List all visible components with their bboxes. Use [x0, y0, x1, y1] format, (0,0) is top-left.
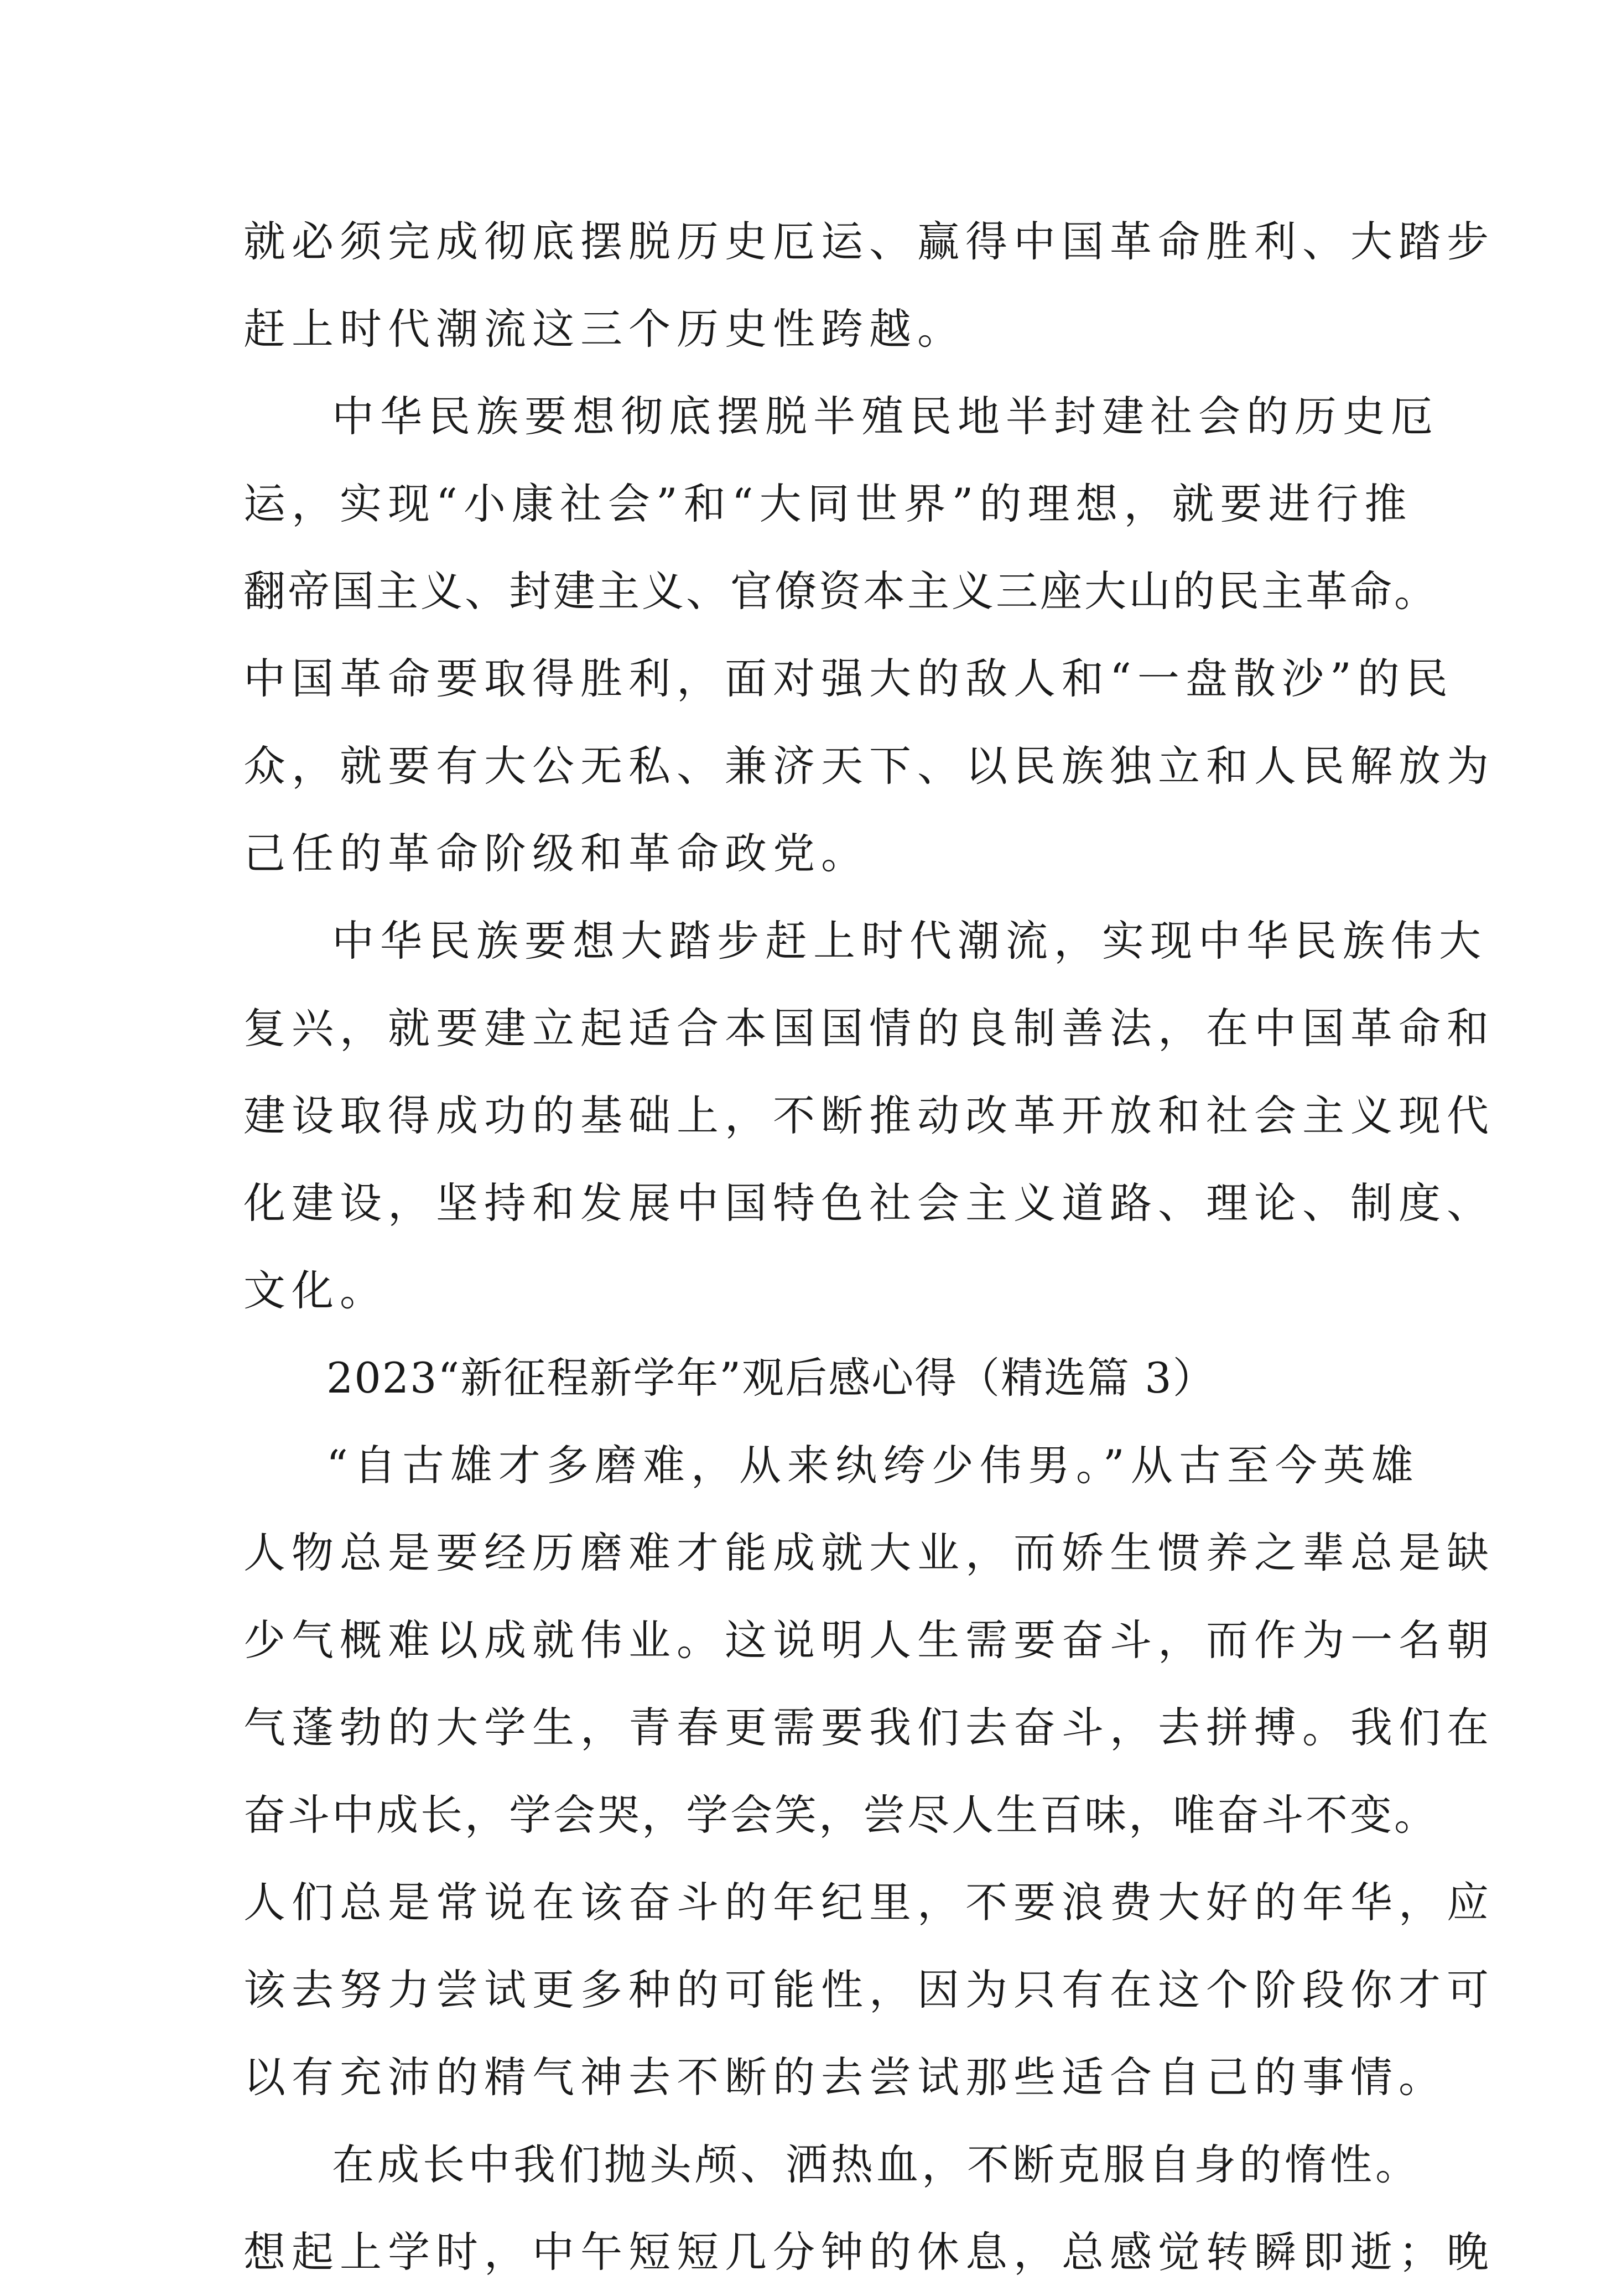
paragraph-line: 中国革命要取得胜利，面对强大的敌人和“一盘散沙”的民	[243, 654, 1454, 703]
paragraph-line: 中华民族要想彻底摆脱半殖民地半封建社会的历史厄	[332, 392, 1439, 441]
paragraph-line: 想起上学时，中午短短几分钟的休息，总感觉转瞬即逝；晚	[243, 2227, 1495, 2277]
paragraph-line: 该去努力尝试更多种的可能性，因为只有在这个阶段你才可	[243, 1965, 1495, 2014]
paragraph-line: 化建设，坚持和发展中国特色社会主义道路、理论、制度、	[243, 1178, 1495, 1228]
paragraph-line: 以有充沛的精气神去不断的去尝试那些适合自己的事情。	[243, 2053, 1447, 2102]
paragraph-line: 己任的革命阶级和革命政党。	[243, 829, 869, 878]
paragraph-line: 人们总是常说在该奋斗的年纪里，不要浪费大好的年华，应	[243, 1878, 1495, 1927]
paragraph-line: 人物总是要经历磨难才能成就大业，而娇生惯养之辈总是缺	[243, 1528, 1495, 1577]
document-body	[243, 198, 1495, 2296]
paragraph-line: 赶上时代潮流这三个历史性跨越。	[243, 304, 965, 354]
paragraph-line: 翻帝国主义、封建主义、官僚资本主义三座大山的民主革命。	[243, 567, 1438, 616]
paragraph-line: 就必须完成彻底摆脱历史厄运、赢得中国革命胜利、大踏步	[243, 217, 1495, 266]
paragraph-line: 奋斗中成长，学会哭，学会笑，尝尽人生百味，唯奋斗不变。	[243, 1790, 1438, 1840]
paragraph-line: 在成长中我们抛头颅、洒热血，不断克服自身的惰性。	[332, 2140, 1421, 2189]
paragraph-line: 运，实现“小康社会”和“大同世界”的理想，就要进行推	[243, 479, 1413, 528]
paragraph-line: “自古雄才多磨难，从来纨绔少伟男。”从古至今英雄	[326, 1441, 1420, 1490]
paragraph-line: 文化。	[243, 1266, 388, 1315]
paragraph-line: 建设取得成功的基础上，不断推动改革开放和社会主义现代	[243, 1091, 1495, 1140]
paragraph-line: 中华民族要想大踏步赶上时代潮流，实现中华民族伟大	[332, 916, 1487, 965]
section-heading: 2023“新征程新学年”观后感心得（精选篇 3）	[326, 1353, 1216, 1402]
paragraph-line: 众，就要有大公无私、兼济天下、以民族独立和人民解放为	[243, 741, 1495, 791]
paragraph-line: 复兴，就要建立起适合本国国情的良制善法，在中国革命和	[243, 1004, 1495, 1053]
paragraph-line: 气蓬勃的大学生，青春更需要我们去奋斗，去拼搏。我们在	[243, 1703, 1495, 1752]
paragraph-line: 少气概难以成就伟业。这说明人生需要奋斗，而作为一名朝	[243, 1615, 1495, 1665]
